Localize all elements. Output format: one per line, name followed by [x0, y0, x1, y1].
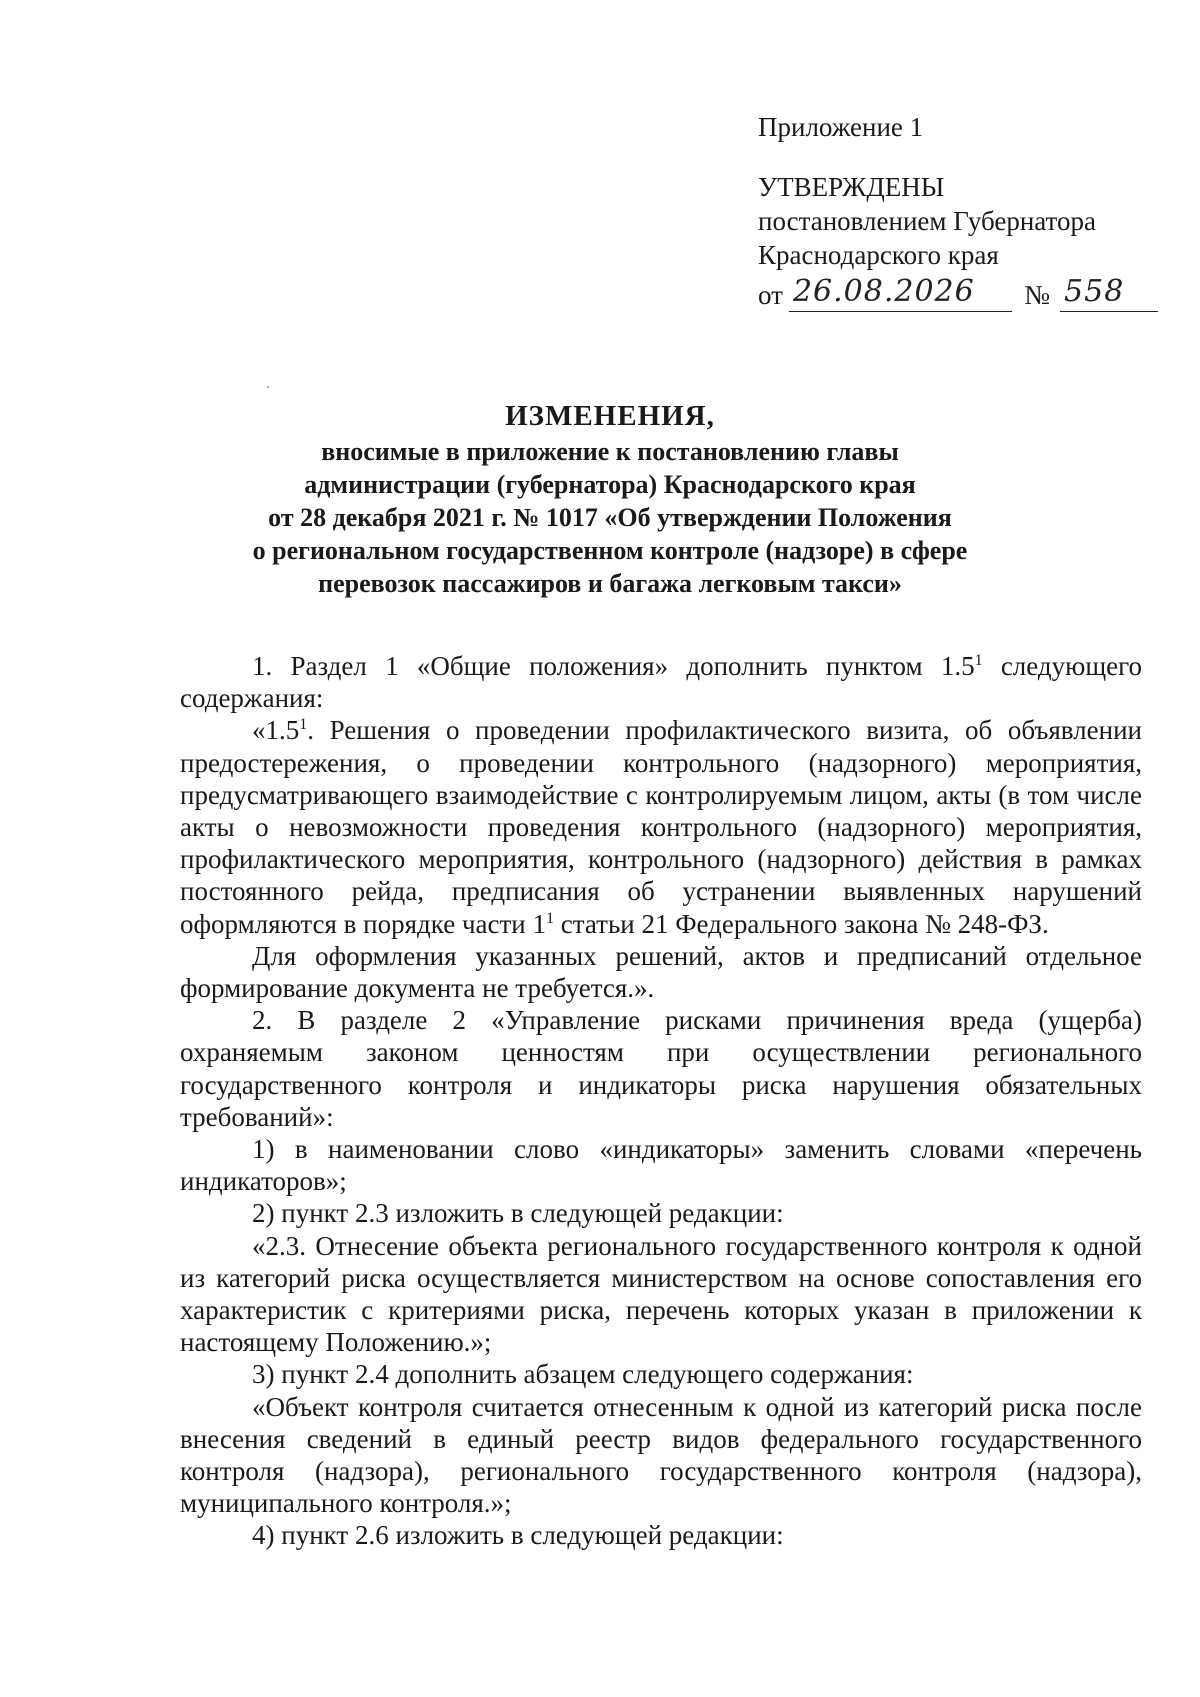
paragraph-2 — [180, 714, 1142, 939]
paragraph-6: 2) пункт 2.3 изложить в следующей редакции: — [252, 1198, 784, 1229]
p2-superscript-1: 1 — [299, 716, 308, 734]
paragraph-10: 4) пункт 2.6 изложить в следующей редакции: — [252, 1520, 784, 1551]
approved-label: УТВЕРЖДЕНЫ — [758, 172, 945, 202]
p1-text-a: 1. Раздел 1 «Общие положения» дополнить пунктом 1.5 — [252, 651, 975, 681]
handwritten-number: 558 — [1064, 274, 1125, 309]
paragraph-5: 1) в наименовании слово «индикаторы» заменить словами «перечень индикаторов»; — [180, 1134, 1142, 1197]
title-line: перевозок пассажиров и багажа легковым такси» — [318, 569, 902, 598]
title-line: вносимые в приложение к постановлению главы — [321, 437, 899, 466]
p1-superscript: 1 — [974, 652, 983, 669]
date-number-row — [758, 272, 1158, 312]
document-title — [180, 400, 1040, 600]
paragraph-3: Для оформления указанных решений, актов и предписаний отдельное формирование документа не требуется.». — [180, 940, 1142, 1004]
title-main: ИЗМЕНЕНИЯ, — [505, 400, 715, 432]
paragraph-4: 2. В разделе 2 «Управление рисками причинения вреда (ущерба) охраняемым законом ценностям при осуществлении регионального государственного контроля и индикаторы риска нарушения обязательных требований»: — [180, 1005, 1142, 1132]
handwritten-date: 26.08.2026 — [792, 274, 975, 309]
number-label: № — [1024, 280, 1051, 310]
p2-text-c: статьи 21 Федерального закона № 248-ФЗ. — [554, 908, 1049, 939]
p2-text-b: . Решения о проведении профилактического визита, об объявлении предостережения, о проведении контрольного (надзорного) мероприятия, предусматривающего взаимодействие с контролируемым лицом, акты (в том числе акты о невозможности проведения контрольного (надзорного) мероприятия, профилактического мероприятия, контрольного (надзорного) действия в рамках постоянного рейда, предписания об устранении выявленных нарушений оформляются в порядке части 1 — [180, 715, 1142, 939]
paragraph-7: «2.3. Отнесение объекта регионального государственного контроля к одной из категорий риска осуществляется министерством на основе сопоставления его характеристик с критериями риска, перечень которых указан в приложении к настоящему Положению.»; — [180, 1230, 1142, 1358]
p2-superscript-2: 1 — [546, 909, 554, 927]
p1-text-b: следующего содержания: — [180, 651, 1142, 714]
title-line: о региональном государственном контроле (надзоре) в сфере — [252, 536, 968, 565]
paragraph-9: «Объект контроля считается отнесенным к одной из категорий риска после внесения сведений в единый реестр видов федерального государственного контроля (надзора), регионального государственного контроля (надзора), муниципального контроля.»; — [180, 1391, 1142, 1519]
paragraph-8: 3) пункт 2.4 дополнить абзацем следующего содержания: — [252, 1359, 914, 1390]
document-body — [180, 650, 1142, 1552]
paragraph-1 — [180, 650, 1142, 714]
date-field — [789, 273, 1012, 312]
p2-text-a: «1.5 — [252, 715, 300, 746]
approval-block — [758, 110, 1158, 312]
number-field — [1060, 273, 1158, 312]
approved-by-region: Краснодарского края — [758, 240, 999, 270]
date-prefix: от — [758, 280, 783, 310]
approved-by-line: постановлением Губернатора — [758, 206, 1096, 236]
title-line: администрации (губернатора) Краснодарского края — [304, 470, 916, 499]
scan-speck — [267, 386, 269, 388]
annex-label: Приложение 1 — [758, 112, 924, 142]
title-line: от 28 декабря 2021 г. № 1017 «Об утверждении Положения — [268, 503, 952, 532]
